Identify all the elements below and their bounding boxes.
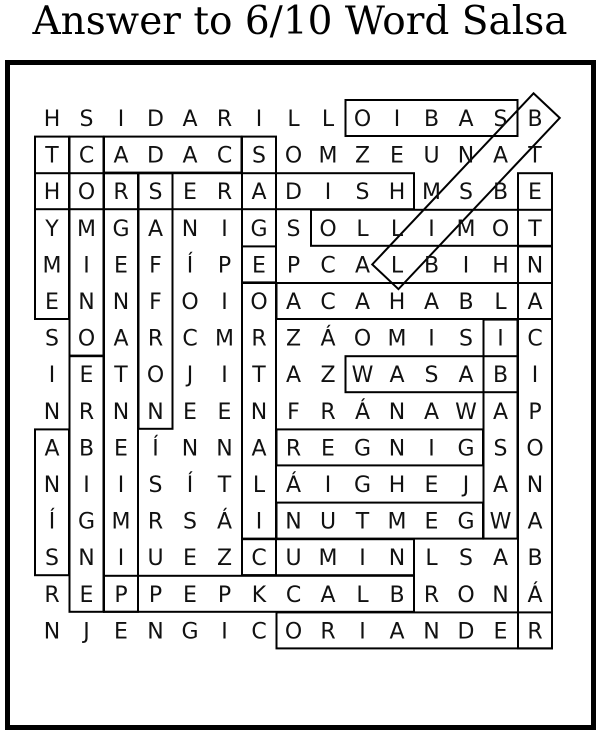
grid-letter: Í	[48, 509, 56, 535]
grid-letter: E	[79, 363, 94, 389]
grid-letter: O	[250, 290, 268, 315]
grid-letter: E	[424, 473, 439, 498]
grid-letter: M	[387, 326, 407, 352]
grid-letter: Á	[354, 399, 371, 425]
grid-letter: E	[528, 180, 542, 206]
grid-letter: R	[527, 619, 543, 645]
grid-letter: E	[252, 253, 266, 279]
grid-letter: F	[287, 399, 300, 425]
grid-letter: Z	[320, 363, 336, 389]
grid-letter: N	[78, 546, 95, 572]
grid-letter: E	[183, 399, 197, 425]
letter-grid	[43, 107, 544, 644]
grid-letter: A	[44, 436, 60, 462]
grid-letter: E	[114, 436, 128, 462]
grid-letter: L	[287, 107, 300, 132]
grid-letter: Z	[216, 546, 233, 572]
grid-letter: N	[112, 399, 130, 425]
grid-letter: N	[78, 290, 95, 315]
grid-letter: S	[459, 546, 473, 572]
grid-letter: G	[457, 436, 475, 462]
grid-letter: A	[389, 619, 405, 645]
page-title: Answer to 6/10 Word Salsa	[32, 0, 568, 44]
grid-letter: R	[113, 180, 129, 206]
grid-letter: I	[359, 546, 366, 572]
grid-letter: N	[457, 143, 475, 169]
grid-letter: I	[117, 546, 125, 572]
grid-letter: K	[251, 582, 267, 608]
grid-letter: O	[284, 619, 303, 645]
grid-letter: I	[462, 253, 470, 279]
grid-letter: O	[77, 180, 96, 206]
grid-letter: S	[79, 107, 94, 132]
grid-letter: C	[182, 326, 198, 352]
grid-letter: M	[422, 180, 441, 206]
grid-letter: I	[324, 180, 332, 206]
grid-letter: C	[527, 326, 543, 352]
grid-letter: Z	[354, 143, 371, 169]
grid-letter: A	[458, 107, 474, 132]
grid-letter: C	[78, 143, 95, 169]
grid-letter: N	[43, 473, 61, 498]
grid-letter: L	[390, 216, 404, 242]
grid-letter: W	[455, 399, 477, 425]
grid-letter: M	[77, 216, 96, 242]
grid-letter: D	[285, 180, 302, 206]
grid-letter: B	[458, 290, 474, 315]
grid-letter: I	[117, 473, 125, 498]
grid-letter: S	[424, 363, 439, 389]
grid-letter: A	[147, 216, 164, 242]
grid-letter: Í	[152, 436, 159, 462]
grid-letter: D	[147, 107, 164, 132]
grid-letter: I	[221, 290, 228, 315]
grid-letter: M	[42, 253, 62, 279]
grid-letter: Z	[285, 326, 302, 352]
grid-letter: I	[531, 363, 539, 389]
grid-letter: S	[355, 180, 370, 206]
grid-letter: T	[45, 143, 59, 169]
grid-letter: A	[423, 399, 440, 425]
grid-letter: I	[428, 436, 435, 462]
answer-loop-coriander	[277, 612, 553, 648]
grid-letter: E	[79, 582, 94, 608]
grid-letter: S	[45, 546, 59, 572]
grid-letter: Á	[285, 473, 302, 498]
grid-letter: M	[318, 143, 338, 169]
grid-letter: N	[285, 509, 302, 535]
grid-letter: A	[492, 399, 509, 425]
answer-loop-albahaca	[277, 283, 553, 319]
grid-letter: S	[148, 180, 163, 206]
grid-letter: M	[111, 509, 131, 535]
grid-letter: A	[354, 290, 371, 315]
grid-letter: C	[285, 582, 302, 608]
grid-letter: E	[390, 143, 404, 169]
grid-letter: M	[387, 509, 407, 535]
grid-letter: N	[216, 436, 233, 462]
grid-letter: G	[112, 216, 130, 242]
grid-letter: I	[324, 473, 332, 498]
grid-letter: A	[113, 326, 129, 352]
grid-letter: I	[117, 107, 125, 132]
grid-letter: N	[112, 290, 130, 315]
grid-letter: A	[182, 107, 198, 132]
answer-loop-nutmeg	[277, 503, 484, 539]
grid-letter: A	[423, 290, 440, 315]
grid-letter: A	[182, 143, 198, 169]
grid-letter: Á	[320, 326, 336, 352]
grid-letter: O	[146, 363, 165, 389]
grid-letter: U	[285, 546, 302, 572]
grid-letter: L	[321, 107, 335, 132]
grid-letter: E	[424, 509, 439, 535]
answer-loop-ginger	[277, 429, 484, 465]
grid-letter: L	[356, 216, 369, 242]
grid-letter: F	[149, 290, 162, 315]
grid-letter: B	[492, 180, 509, 206]
grid-letter: G	[77, 509, 96, 535]
grid-letter: A	[251, 436, 267, 462]
grid-letter: S	[459, 180, 473, 206]
grid-letter: B	[78, 436, 95, 462]
grid-letter: H	[388, 290, 406, 315]
grid-letter: L	[425, 546, 438, 572]
grid-letter: E	[493, 619, 508, 645]
grid-letter: N	[147, 399, 164, 425]
grid-letter: S	[286, 216, 301, 242]
grid-letter: A	[527, 509, 543, 535]
grid-letter: A	[320, 582, 336, 608]
grid-letter: G	[353, 473, 372, 498]
grid-letter: E	[114, 253, 128, 279]
grid-letter: I	[255, 509, 263, 535]
grid-letter: N	[181, 436, 199, 462]
grid-letter: O	[77, 326, 96, 352]
grid-letter: P	[217, 253, 232, 279]
grid-letter: J	[83, 619, 90, 645]
grid-letter: R	[320, 399, 336, 425]
grid-letter: E	[114, 619, 128, 645]
grid-letter: G	[457, 509, 475, 535]
grid-letter: H	[388, 473, 406, 498]
grid-letter: R	[320, 619, 336, 645]
answer-loop-wasabi2	[484, 320, 518, 539]
grid-letter: T	[528, 143, 542, 169]
grid-letter: Í	[186, 473, 194, 498]
grid-letter: H	[388, 180, 406, 206]
grid-letter: U	[147, 546, 164, 572]
grid-letter: R	[251, 326, 267, 352]
grid-letter: B	[423, 107, 440, 132]
grid-letter: B	[423, 253, 440, 279]
grid-letter: E	[217, 399, 232, 425]
grid-letter: E	[45, 290, 59, 315]
grid-letter: L	[252, 473, 266, 498]
grid-letter: T	[217, 473, 232, 498]
grid-letter: M	[456, 216, 476, 242]
grid-letter: I	[221, 619, 228, 645]
grid-letter: R	[216, 180, 233, 206]
grid-letter: I	[221, 363, 228, 389]
grid-letter: N	[181, 216, 199, 242]
grid-letter: Í	[186, 253, 194, 279]
grid-letter: S	[493, 107, 508, 132]
grid-letter: I	[83, 473, 90, 498]
grid-letter: N	[43, 619, 61, 645]
grid-letter: B	[527, 107, 543, 132]
grid-letter: S	[183, 509, 197, 535]
answer-loop-cornmino	[70, 137, 104, 356]
grid-letter: H	[43, 107, 61, 132]
grid-letter: I	[48, 363, 56, 389]
grid-letter: B	[389, 582, 405, 608]
grid-letter: M	[215, 326, 234, 352]
grid-letter: T	[355, 509, 370, 535]
grid-letter: O	[353, 326, 372, 352]
grid-letter: N	[43, 399, 61, 425]
grid-letter: Á	[527, 582, 543, 608]
grid-letter: A	[527, 290, 543, 315]
grid-letter: O	[353, 107, 372, 132]
grid-letter: B	[527, 546, 543, 572]
grid-letter: W	[489, 509, 512, 535]
grid-letter: N	[388, 436, 406, 462]
grid-letter: S	[45, 326, 59, 352]
grid-letter: E	[321, 436, 335, 462]
grid-letter: D	[147, 143, 164, 169]
grid-letter: E	[183, 180, 197, 206]
grid-letter: C	[216, 143, 233, 169]
grid-letter: A	[354, 253, 371, 279]
grid-letter: N	[388, 399, 406, 425]
grid-letter: M	[318, 546, 338, 572]
grid-letter: S	[493, 436, 508, 462]
grid-letter: C	[320, 253, 336, 279]
grid-letter: D	[457, 619, 475, 645]
grid-letter: N	[526, 253, 544, 279]
grid-letter: R	[216, 107, 233, 132]
grid-letter: I	[428, 216, 435, 242]
grid-letter: N	[492, 582, 509, 608]
grid-letter: R	[285, 436, 302, 462]
grid-letter: F	[149, 253, 162, 279]
grid-letter: J	[186, 363, 194, 389]
grid-letter: R	[78, 399, 95, 425]
grid-letter: I	[255, 107, 263, 132]
grid-letter: A	[492, 546, 509, 572]
grid-letter: T	[114, 363, 128, 389]
grid-letter: I	[221, 216, 228, 242]
grid-letter: O	[319, 216, 337, 242]
grid-letter: N	[250, 399, 268, 425]
grid-letter: H	[492, 253, 509, 279]
grid-letter: G	[250, 216, 268, 242]
grid-letter: C	[320, 290, 336, 315]
grid-letter: O	[181, 290, 199, 315]
grid-letter: U	[423, 143, 440, 169]
grid-letter: P	[286, 253, 301, 279]
grid-letter: N	[423, 619, 440, 645]
grid-letter: G	[353, 436, 372, 462]
grid-letter: O	[457, 582, 475, 608]
grid-letter: I	[497, 326, 504, 352]
grid-letter: A	[113, 143, 129, 169]
grid-letter: R	[44, 582, 60, 608]
grid-letter: O	[526, 436, 544, 462]
grid-letter: R	[147, 326, 164, 352]
grid-letter: A	[492, 143, 509, 169]
grid-letter: T	[528, 216, 542, 242]
grid-letter: R	[423, 582, 440, 608]
grid-letter: O	[284, 143, 303, 169]
grid-letter: Á	[216, 509, 233, 535]
grid-letter: A	[492, 473, 509, 498]
grid-letter: O	[491, 216, 510, 242]
grid-letter: I	[359, 619, 366, 645]
grid-letter: B	[492, 363, 509, 389]
grid-letter: I	[428, 326, 435, 352]
grid-letter: P	[217, 582, 232, 608]
grid-letter: S	[252, 143, 266, 169]
grid-letter: T	[252, 363, 266, 389]
grid-letter: A	[389, 363, 405, 389]
grid-letter: W	[351, 363, 374, 389]
grid-letter: L	[390, 253, 404, 279]
grid-letter: S	[148, 473, 163, 498]
grid-letter: L	[494, 290, 507, 315]
grid-letter: G	[181, 619, 199, 645]
grid-letter: A	[285, 290, 302, 315]
grid-letter: A	[458, 363, 474, 389]
grid-letter: P	[114, 582, 128, 608]
grid-letter: P	[528, 399, 542, 425]
grid-letter: R	[147, 509, 164, 535]
grid-letter: E	[183, 546, 197, 572]
grid-letter: S	[459, 326, 473, 352]
grid-letter: A	[285, 363, 302, 389]
grid-letter: Y	[45, 216, 59, 242]
grid-letter: N	[147, 619, 164, 645]
grid-letter: A	[251, 180, 267, 206]
grid-letter: N	[388, 546, 406, 572]
grid-letter: I	[393, 107, 401, 132]
grid-letter: H	[43, 180, 61, 206]
grid-letter: E	[183, 582, 197, 608]
grid-letter: C	[251, 546, 267, 572]
grid-letter: N	[526, 473, 544, 498]
grid-letter: C	[251, 619, 267, 645]
grid-letter: J	[462, 473, 470, 498]
grid-letter: P	[148, 582, 163, 608]
grid-letter: U	[319, 509, 337, 535]
grid-letter: L	[356, 582, 369, 608]
grid-letter: I	[83, 253, 90, 279]
